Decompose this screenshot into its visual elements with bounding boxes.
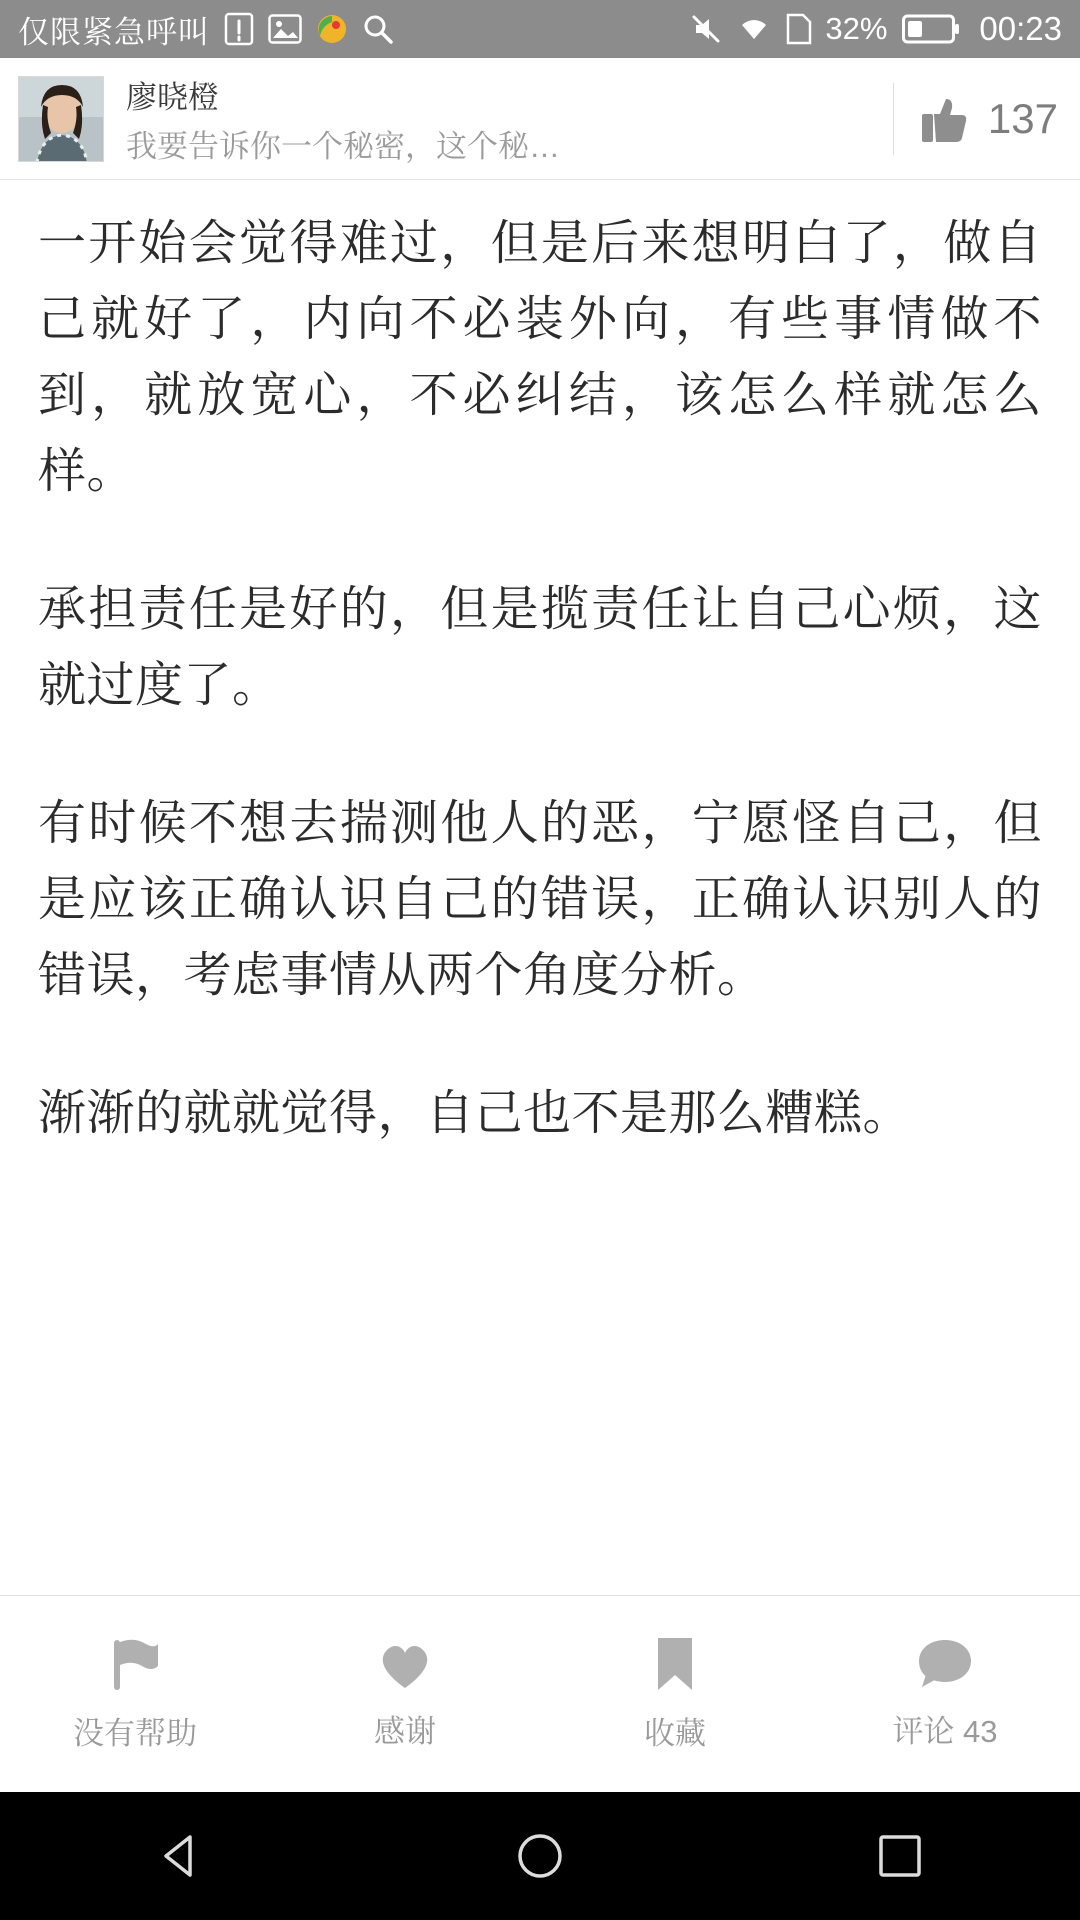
wifi-icon [735, 14, 773, 44]
sim-alert-icon [224, 12, 254, 46]
app-icon [316, 13, 348, 45]
action-label: 没有帮助 [73, 1715, 197, 1751]
vote-button[interactable] [893, 83, 1058, 155]
paragraph: 一开始会觉得难过，但是后来想明白了，做自己就好了，内向不必装外向，有些事情做不到，就放宽心，不必纠结，该怎么样就怎么样。 [38, 217, 1042, 498]
nav-recents-button[interactable] [840, 1792, 960, 1920]
bookmark-icon[interactable] [653, 1636, 697, 1692]
carrier-label: 仅限紧急呼叫 [18, 14, 210, 50]
action-favorite[interactable] [540, 1636, 810, 1753]
answer-title[interactable]: 我要告诉你一个秘密，这个秘… [126, 128, 560, 164]
answer-header[interactable] [0, 58, 1080, 180]
paragraph: 承担责任是好的，但是揽责任让自己心烦，这就过度了。 [38, 583, 1042, 712]
action-no-help[interactable] [0, 1636, 270, 1753]
vote-count: 137 [987, 94, 1058, 142]
answer-content[interactable] [0, 180, 1080, 1596]
comment-icon[interactable] [917, 1638, 973, 1690]
battery-percent-label: 32% [825, 11, 888, 46]
mute-icon [690, 13, 722, 45]
avatar[interactable] [18, 76, 104, 162]
action-thanks[interactable] [270, 1638, 540, 1751]
android-nav-bar [0, 1792, 1080, 1920]
paragraph: 有时候不想去揣测他人的恶，宁愿怪自己，但是应该正确认识自己的错误，正确认识别人的错误，考虑事情从两个角度分析。 [38, 797, 1042, 1002]
search-icon [362, 13, 394, 45]
status-bar [0, 0, 1080, 58]
heart-icon[interactable] [377, 1638, 433, 1690]
home-circle-icon[interactable] [516, 1832, 564, 1880]
action-label: 感谢 [374, 1713, 436, 1749]
back-triangle-icon[interactable] [158, 1833, 202, 1879]
action-label: 收藏 [644, 1715, 706, 1751]
status-bar-right [690, 10, 1062, 48]
author-name[interactable]: 廖晓橙 [126, 79, 219, 115]
paragraph: 渐渐的就就觉得，自己也不是那么糟糕。 [38, 1087, 912, 1140]
thumbs-up-icon[interactable] [920, 94, 968, 144]
nav-back-button[interactable] [120, 1792, 240, 1920]
image-icon [268, 14, 302, 44]
nav-home-button[interactable] [480, 1792, 600, 1920]
action-label: 评论 43 [892, 1713, 998, 1749]
battery-icon [902, 14, 960, 44]
action-bar [0, 1595, 1080, 1792]
status-bar-left [18, 7, 394, 52]
action-comment[interactable] [810, 1638, 1080, 1751]
recents-square-icon[interactable] [877, 1833, 923, 1879]
sd-card-icon [786, 13, 812, 45]
clock-label: 00:23 [979, 10, 1062, 47]
flag-icon[interactable] [108, 1636, 162, 1692]
author-info [126, 72, 893, 166]
